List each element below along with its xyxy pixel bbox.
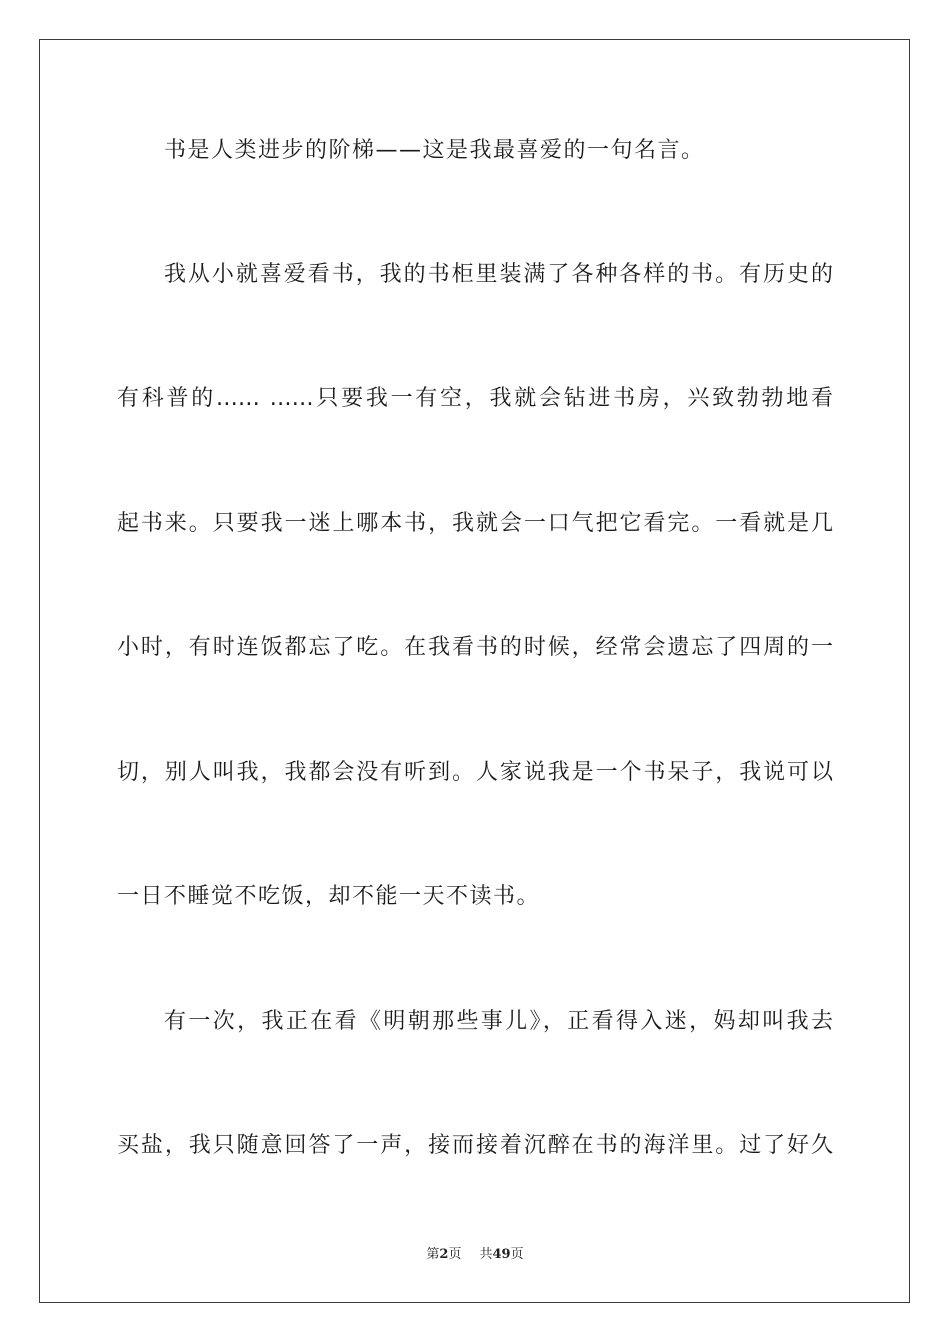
total-prefix: 共 <box>479 1247 493 1262</box>
page-number: 2 <box>439 1247 449 1262</box>
total-suffix: 页 <box>510 1247 524 1262</box>
paragraph-line-8: 有一次，我正在看《明朝那些事儿》，正看得入迷，妈却叫我去 <box>164 1009 833 1034</box>
paragraph-line-4: 起书来。只要我一迷上哪本书，我就会一口气把它看完。一看就是几 <box>117 511 833 536</box>
paragraph-line-6: 切，别人叫我，我都会没有听到。人家说我是一个书呆子，我说可以 <box>117 760 833 785</box>
paragraph-line-2: 我从小就喜爱看书，我的书柜里装满了各种各样的书。有历史的 <box>164 262 833 287</box>
total-pages: 49 <box>492 1247 511 1262</box>
paragraph-line-1: 书是人类进步的阶梯——这是我最喜爱的一句名言。 <box>164 138 705 163</box>
paragraph-line-5: 小时，有时连饭都忘了吃。在我看书的时候，经常会遗忘了四周的一 <box>117 635 833 660</box>
page-suffix: 页 <box>448 1247 462 1262</box>
paragraph-line-3: 有科普的…… ……只要我一有空，我就会钻进书房，兴致勃勃地看 <box>117 386 833 411</box>
page-prefix: 第 <box>426 1247 440 1262</box>
paragraph-line-9: 买盐，我只随意回答了一声，接而接着沉醉在书的海洋里。过了好久 <box>117 1133 833 1158</box>
page-footer <box>0 1246 950 1264</box>
paragraph-line-7: 一日不睡觉不吃饭，却不能一天不读书。 <box>117 884 541 909</box>
page-border <box>39 39 910 1303</box>
